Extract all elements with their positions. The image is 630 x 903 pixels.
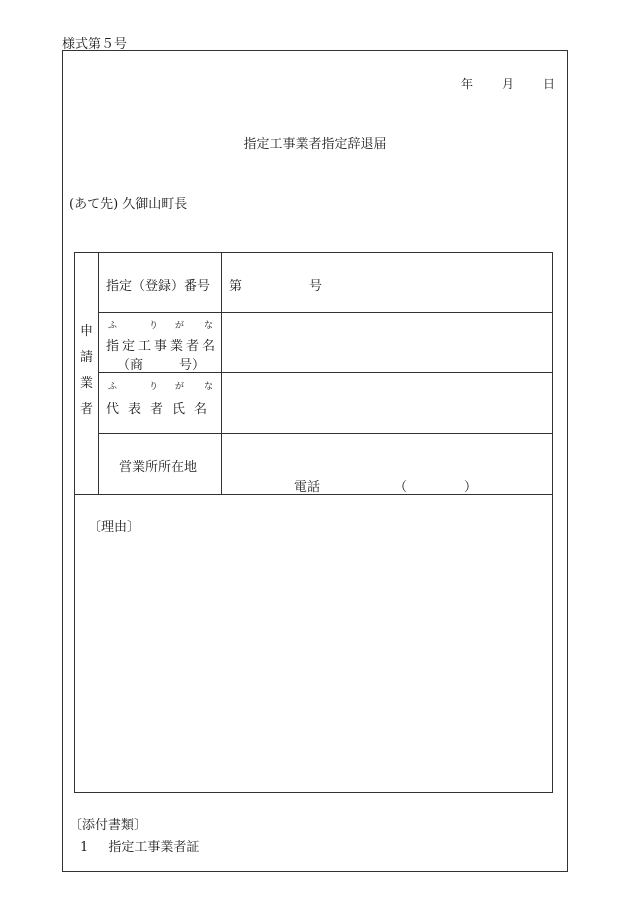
reg-number-suffix: 号 <box>309 279 323 294</box>
addressee: (あて先) 久御山町長 <box>69 197 188 212</box>
furigana-char: り <box>149 382 159 392</box>
furigana-char: が <box>175 382 185 392</box>
applicant-column <box>75 253 99 495</box>
attachment-item <box>80 836 199 855</box>
applicant-char: 申 <box>79 324 93 339</box>
representative-char: 名 <box>194 402 208 417</box>
furigana-char: り <box>149 321 159 331</box>
date-year-label: 年 <box>461 77 474 91</box>
applicant-char: 業 <box>79 376 93 391</box>
reason-label: 〔理由〕 <box>88 520 141 535</box>
phone-close-paren: ） <box>464 480 478 495</box>
applicant-group-label <box>75 319 98 423</box>
trade-name-close: 号） <box>179 358 206 373</box>
representative-char: 氏 <box>172 402 186 417</box>
applicant-char: 請 <box>79 350 93 365</box>
representative-char: 表 <box>128 402 142 417</box>
row-divider <box>98 312 553 313</box>
furigana-char: な <box>204 321 214 331</box>
furigana-char: が <box>175 321 185 331</box>
representative-char: 代 <box>106 402 120 417</box>
attachments-heading: 〔添付書類〕 <box>69 818 148 833</box>
document-title: 指定工事業者指定辞退届 <box>243 137 387 152</box>
furigana-char: ふ <box>108 382 118 392</box>
trade-name-open: （商 <box>117 358 144 373</box>
office-address-label: 営業所所在地 <box>119 460 198 475</box>
furigana-char: ふ <box>108 321 118 331</box>
row-divider <box>98 433 553 434</box>
attachment-text: 指定工事業者証 <box>108 840 200 855</box>
row-divider <box>98 372 553 373</box>
furigana-char: な <box>204 382 214 392</box>
date-month-label: 月 <box>502 77 515 91</box>
column-divider <box>221 253 222 494</box>
reg-number-label: 指定（登録）番号 <box>106 279 211 294</box>
date-day-label: 日 <box>543 77 556 91</box>
reg-number-prefix: 第 <box>229 279 243 294</box>
business-name-label: 指定工事業者名 <box>106 339 219 354</box>
phone-label: 電話 <box>294 480 321 495</box>
representative-char: 者 <box>150 402 164 417</box>
attachment-number: 1 <box>80 840 89 855</box>
phone-open-paren: （ <box>394 480 408 495</box>
applicant-table <box>74 252 553 793</box>
applicant-char: 者 <box>79 402 93 417</box>
form-number: 様式第５号 <box>62 37 128 52</box>
